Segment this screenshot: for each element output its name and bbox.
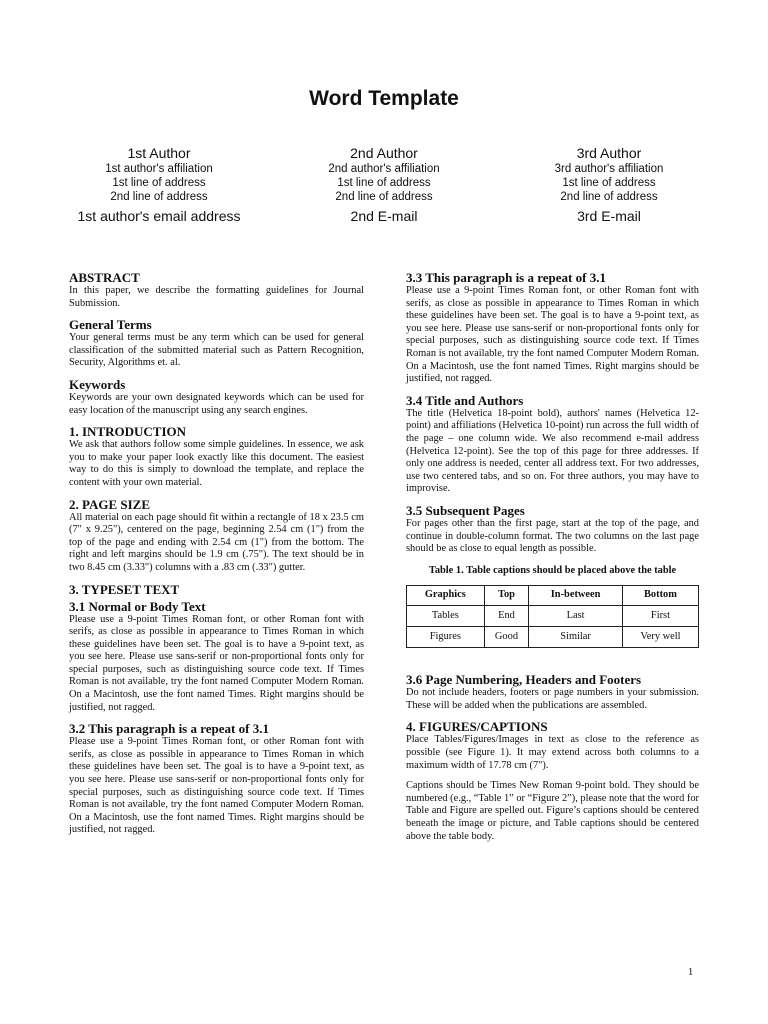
author-address-line-1: 1st line of address — [337, 177, 431, 189]
page-number: 1 — [688, 967, 694, 978]
section-body: We ask that authors follow some simple guidelines. In essence, we ask you to make your paper look exactly like this document. The easiest way to do this is simply to download the template, and replace the content with your own material. — [69, 439, 364, 488]
section-heading: General Terms — [69, 317, 152, 333]
table-cell: Similar — [529, 627, 623, 648]
table-row — [407, 627, 699, 648]
section-body: Please use a 9-point Times Roman font, or other Roman font with serifs, as close as possible in appearance to Times Roman in which these guidelines have been set. The goal is to have a 9-point text, as you see here. Please use sans-serif or non-proportional fonts only for special purposes, such as distinguishing source code text. If Times Roman is not available, try the font named Computer Modern Roman. On a Macintosh, use the font named Times. Right margins should be justified, not ragged. — [69, 736, 364, 836]
section-heading: 3.4 Title and Authors — [406, 392, 524, 408]
column-header: Top — [484, 586, 529, 606]
section-heading: Keywords — [69, 376, 126, 392]
author-address-line-1: 1st line of address — [562, 177, 656, 189]
section-heading: ABSTRACT — [69, 270, 140, 285]
section-heading: 1. INTRODUCTION — [69, 424, 187, 440]
section-body: Please use a 9-point Times Roman font, or other Roman font with serifs, as close as possible in appearance to Times Roman in which these guidelines have been set. The goal is to have a 9-point text, as you see here. Please use sans-serif or non-proportional fonts only for special purposes, such as distinguishing source code text. If Times Roman is not available, try the font named Computer Modern Roman. On a Macintosh, use the font named Times. Right margins should be justified, not ragged. — [69, 613, 364, 713]
author-address-line-2: 2nd line of address — [335, 191, 433, 203]
table-cell: First — [622, 606, 698, 627]
section-repeat-3-3 — [406, 270, 699, 386]
section-title-authors — [406, 393, 699, 496]
section-figures-captions — [406, 719, 699, 843]
section-body: The title (Helvetica 18-point bold), authors' names (Helvetica 12-point) and affiliations (Helvetica 10-point) run across the full width of the page – one column wide. We also recommend e-mail address (Helvetica 12-point). See the top of this page for three addresses. If only one address is needed, center all address text. For two addresses, use two centered tabs, and so on. For three authors, you may have to improvise. — [406, 407, 699, 495]
section-keywords — [69, 377, 364, 417]
section-heading: 3. TYPESET TEXT — [69, 581, 180, 597]
section-body: Keywords are your own designated keywords which can be used for easy location of the manuscript using any search engines. — [69, 391, 364, 416]
column-header: Graphics — [407, 586, 485, 606]
author-block-1 — [44, 145, 274, 225]
section-repeat-3-2 — [69, 721, 364, 837]
author-address-line-1: 1st line of address — [112, 177, 206, 189]
section-body: Your general terms must be any term which can be used for general classification of the submitted material such as Pattern Recognition, Security, Algorithms et. al. — [69, 332, 364, 369]
table-cell: Tables — [407, 606, 485, 627]
section-body: Place Tables/Figures/Images in text as close to the reference as possible (see Figure 1). It may extend across both columns to a maximum width of 17.78 cm (7"). — [406, 734, 699, 771]
section-heading: 3.5 Subsequent Pages — [406, 502, 525, 518]
column-header: In-between — [529, 586, 623, 606]
section-heading: 3.1 Normal or Body Text — [69, 598, 206, 614]
section-heading: 3.2 This paragraph is a repeat of 3.1 — [69, 721, 269, 737]
section-page-numbering — [406, 672, 699, 712]
section-normal-text — [69, 599, 364, 715]
left-column — [69, 270, 364, 844]
table-header-row — [407, 586, 699, 606]
table-block — [406, 565, 699, 649]
document-title: Word Template — [309, 87, 459, 110]
section-body: All material on each page should fit within a rectangle of 18 x 23.5 cm (7" x 9.25"), centered on the page, beginning 2.54 cm (1") from the top of the page and ending with 2.54 cm (1") from the bottom. The right and left margins should be 1.9 cm (.75"). The text should be in two 8.45 cm (3.33") columns with a .83 cm (.33") gutter. — [69, 511, 364, 573]
author-email: 1st author's email address — [77, 208, 241, 224]
section-abstract — [69, 270, 364, 310]
author-affiliation: 3rd author's affiliation — [554, 163, 664, 175]
section-body: Captions should be Times New Roman 9-point bold. They should be numbered (e.g., “Table 1” or “Figure 2”), please note that the word for Table and Figure are spelled out. Figure’s captions should be centered beneath the image or picture, and Table captions should be centered above the table body. — [406, 780, 699, 842]
section-general-terms — [69, 317, 364, 370]
author-block-2 — [269, 145, 499, 225]
table-cell: End — [484, 606, 529, 627]
table-cell: Very well — [622, 627, 698, 648]
author-affiliation: 1st author's affiliation — [105, 163, 213, 175]
right-column — [406, 270, 699, 850]
section-body: Do not include headers, footers or page numbers in your submission. These will be added when the publications are assembled. — [406, 687, 699, 711]
column-header: Bottom — [622, 586, 698, 606]
table-cell: Figures — [407, 627, 485, 648]
table-row — [407, 606, 699, 627]
section-body: In this paper, we describe the formatting guidelines for Journal Submission. — [69, 285, 364, 309]
author-email: 3rd E-mail — [577, 208, 641, 224]
section-introduction — [69, 424, 364, 489]
data-table — [406, 585, 699, 648]
table-cell: Last — [529, 606, 623, 627]
author-name: 1st Author — [127, 145, 191, 161]
author-name: 2nd Author — [350, 145, 418, 161]
section-page-size — [69, 497, 364, 575]
table-caption: Table 1. Table captions should be placed above the table — [428, 564, 677, 576]
section-subsequent-pages — [406, 503, 699, 556]
section-heading: 4. FIGURES/CAPTIONS — [406, 719, 548, 735]
author-block-3 — [494, 145, 724, 225]
author-affiliation: 2nd author's affiliation — [328, 163, 440, 175]
section-body: Please use a 9-point Times Roman font, or other Roman font with serifs, as close as possible in appearance to Times Roman in which these guidelines have been set. The goal is to have a 9-point text, as you see here. Please use sans-serif or non-proportional fonts only for special purposes, such as distinguishing source code text. If Times Roman is not available, try the font named Computer Modern Roman. On a Macintosh, use the font named Times. Right margins should be justified, not ragged. — [406, 285, 699, 385]
section-body: For pages other than the first page, start at the top of the page, and continue in double-column format. The two columns on the last page should be as close to equal length as possible. — [406, 517, 699, 555]
section-heading: 3.6 Page Numbering, Headers and Footers — [406, 672, 642, 688]
author-name: 3rd Author — [576, 145, 642, 161]
author-email: 2nd E-mail — [350, 208, 418, 224]
section-heading: 3.3 This paragraph is a repeat of 3.1 — [406, 270, 606, 285]
author-address-line-2: 2nd line of address — [110, 191, 208, 203]
section-heading: 2. PAGE SIZE — [69, 496, 151, 512]
author-address-line-2: 2nd line of address — [560, 191, 658, 203]
section-typeset-text — [69, 582, 364, 597]
table-cell: Good — [484, 627, 529, 648]
